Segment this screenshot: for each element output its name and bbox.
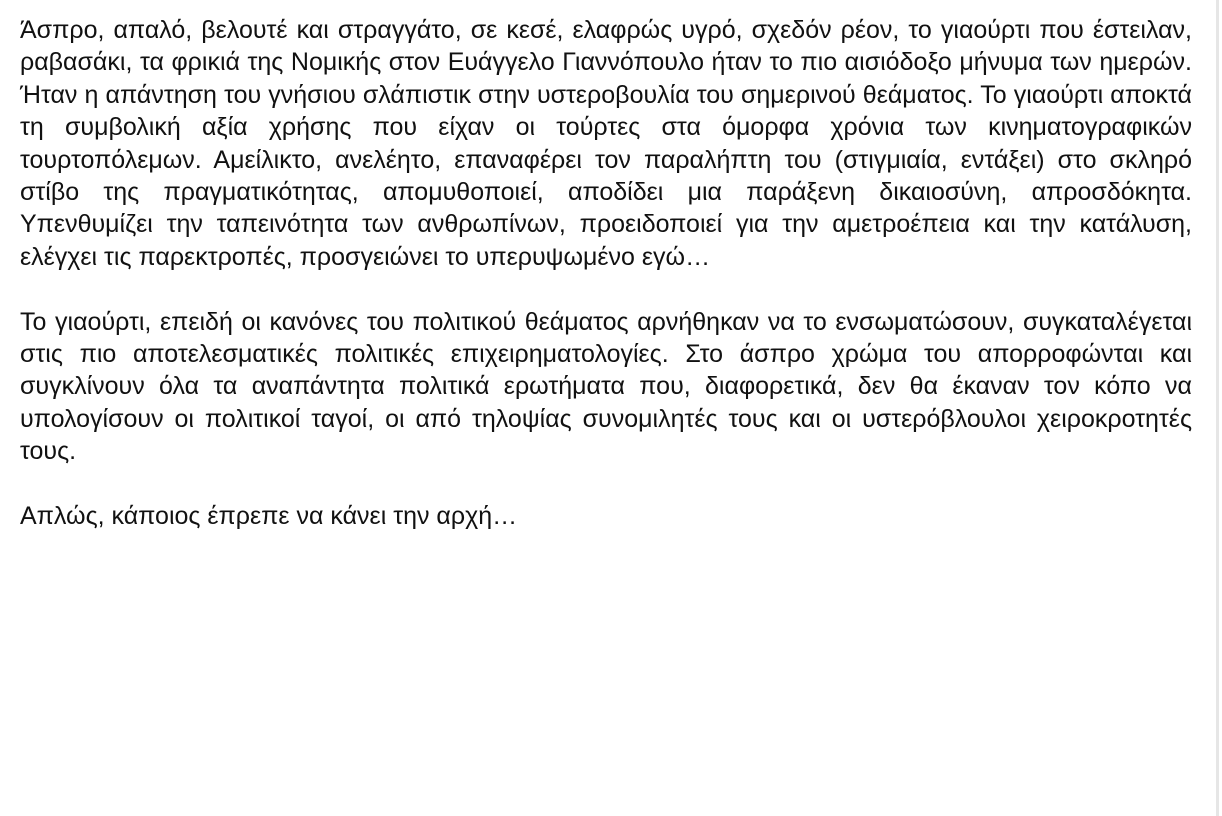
paragraph-1: Άσπρο, απαλό, βελουτέ και στραγγάτο, σε κεσέ, ελαφρώς υγρό, σχεδόν ρέον, το γιαούρτι που έστειλαν, ραβασάκι, τα φρικιά της Νομικής στον Ευάγγελο Γιαννόπουλο ήταν το πιο αισιόδοξο μήνυμα των ημερών. Ήταν η απάντηση του γνήσιου σλάπιστικ στην υστεροβουλία του σημερινού θεάματος. Το γιαούρτι αποκτά τη συμβολική αξία χρήσης που είχαν οι τούρτες στα όμορφα χρόνια των κινηματογραφικών τουρτοπόλεμων. Αμείλικτο, ανελέητο, επαναφέρει τον παραλήπτη του (στιγμιαία, εντάξει) στο σκληρό στίβο της πραγματικότητας, απομυθοποιεί, αποδίδει μια παράξενη δικαιοσύνη, απροσδόκητα. Υπενθυμίζει την ταπεινότητα των ανθρωπίνων, προειδοποιεί για την αμετροέπεια και την κατάλυση, ελέγχει τις παρεκτροπές, προσγειώνει το υπερυψωμένο εγώ… — [20, 16, 1192, 271]
article-body — [20, 14, 1192, 565]
page-edge-divider — [1216, 0, 1219, 816]
paragraph-3: Απλώς, κάποιος έπρεπε να κάνει την αρχή… — [20, 502, 518, 531]
paragraph-2: Το γιαούρτι, επειδή οι κανόνες του πολιτικού θεάματος αρνήθηκαν να το ενσωματώσουν, συγκαταλέγεται στις πιο αποτελεσματικές πολιτικές επιχειρηματολογίες. Στο άσπρο χρώμα του απορροφώνται και συγκλίνουν όλα τα αναπάντητα πολιτικά ερωτήματα που, διαφορετικά, δεν θα έκαναν τον κόπο να υπολογίσουν οι πολιτικοί ταγοί, οι από τηλοψίας συνομιλητές τους και οι υστερόβλουλοι χειροκροτητές τους. — [20, 307, 1192, 466]
